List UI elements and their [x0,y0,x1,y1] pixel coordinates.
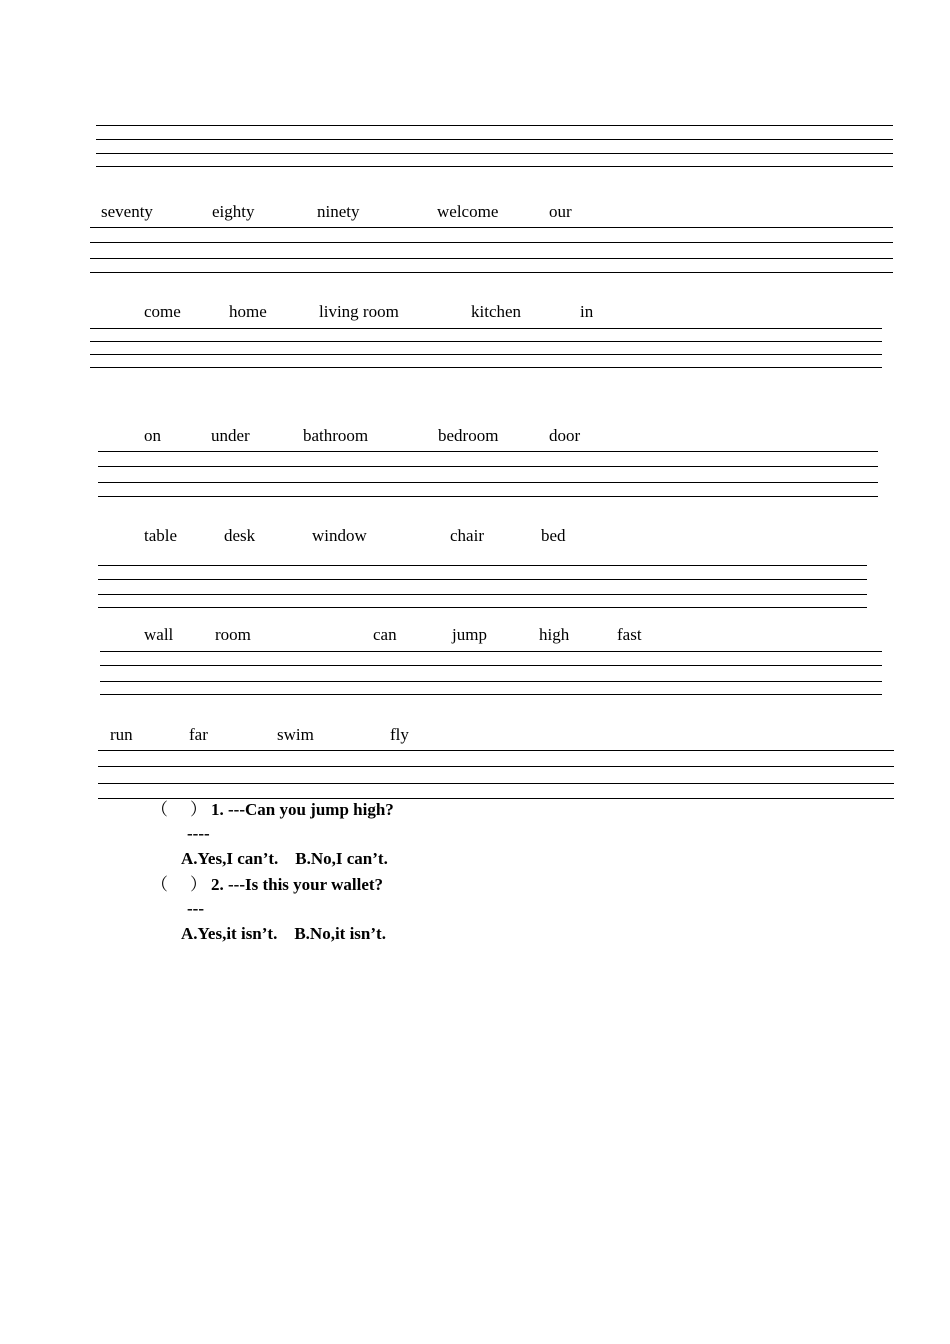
writing-line [100,665,882,666]
vocab-word: jump [452,625,487,644]
writing-line [100,681,882,682]
question-prompt: 2. ---Is this your wallet? [211,875,384,894]
vocab-word: can [373,625,397,644]
vocab-word: come [144,302,181,321]
writing-line [98,766,894,767]
question-options: A.Yes,it isn’t. B.No,it isn’t. [181,924,386,943]
writing-line [100,694,882,695]
writing-line [90,367,882,368]
vocab-word: eighty [212,202,255,221]
vocab-word: table [144,526,178,545]
writing-line [90,328,882,329]
vocab-word: living room [319,302,399,321]
vocab-word: run [110,725,133,744]
vocab-word: fly [390,725,409,744]
writing-line [100,651,882,652]
vocab-word: ninety [317,202,360,221]
vocab-word: bedroom [438,426,499,445]
writing-line [90,242,893,243]
vocab-word: bed [541,526,566,545]
writing-line [98,783,894,784]
writing-line [96,125,893,126]
question-reply: ---- [187,824,210,843]
vocab-word: welcome [437,202,499,221]
writing-line [98,607,867,608]
vocab-word: home [229,302,267,321]
writing-line [90,258,893,259]
writing-line [90,227,893,228]
question-prompt: 1. ---Can you jump high? [211,800,394,819]
question-options: A.Yes,I can’t. B.No,I can’t. [181,849,388,868]
vocab-word: our [549,202,572,221]
answer-bracket-close: ） [190,875,207,894]
vocab-word: on [144,426,161,445]
vocab-word: in [580,302,594,321]
writing-line [90,354,882,355]
vocab-word: high [539,625,570,644]
writing-line [98,482,878,483]
vocab-word: seventy [101,202,153,221]
writing-line [98,798,894,799]
writing-line [96,153,893,154]
vocab-word: bathroom [303,426,369,445]
vocab-word: desk [224,526,256,545]
writing-line [96,139,893,140]
writing-line [98,594,867,595]
vocab-word: window [312,526,367,545]
vocab-word: door [549,426,581,445]
writing-line [98,451,878,452]
vocab-word: under [211,426,250,445]
vocab-word: wall [144,625,174,644]
vocab-word: fast [617,625,642,644]
answer-bracket-open: （ [151,800,168,819]
vocab-word: swim [277,725,314,744]
writing-line [98,750,894,751]
vocab-word: far [189,725,208,744]
writing-line [98,565,867,566]
vocab-word: room [215,625,251,644]
writing-line [98,496,878,497]
writing-line [96,166,893,167]
writing-line [90,341,882,342]
vocab-word: chair [450,526,484,545]
question-reply: --- [187,899,204,918]
writing-line [90,272,893,273]
answer-bracket-open: （ [151,875,168,894]
vocab-word: kitchen [471,302,522,321]
answer-bracket-close: ） [190,800,207,819]
writing-line [98,466,878,467]
writing-line [98,579,867,580]
